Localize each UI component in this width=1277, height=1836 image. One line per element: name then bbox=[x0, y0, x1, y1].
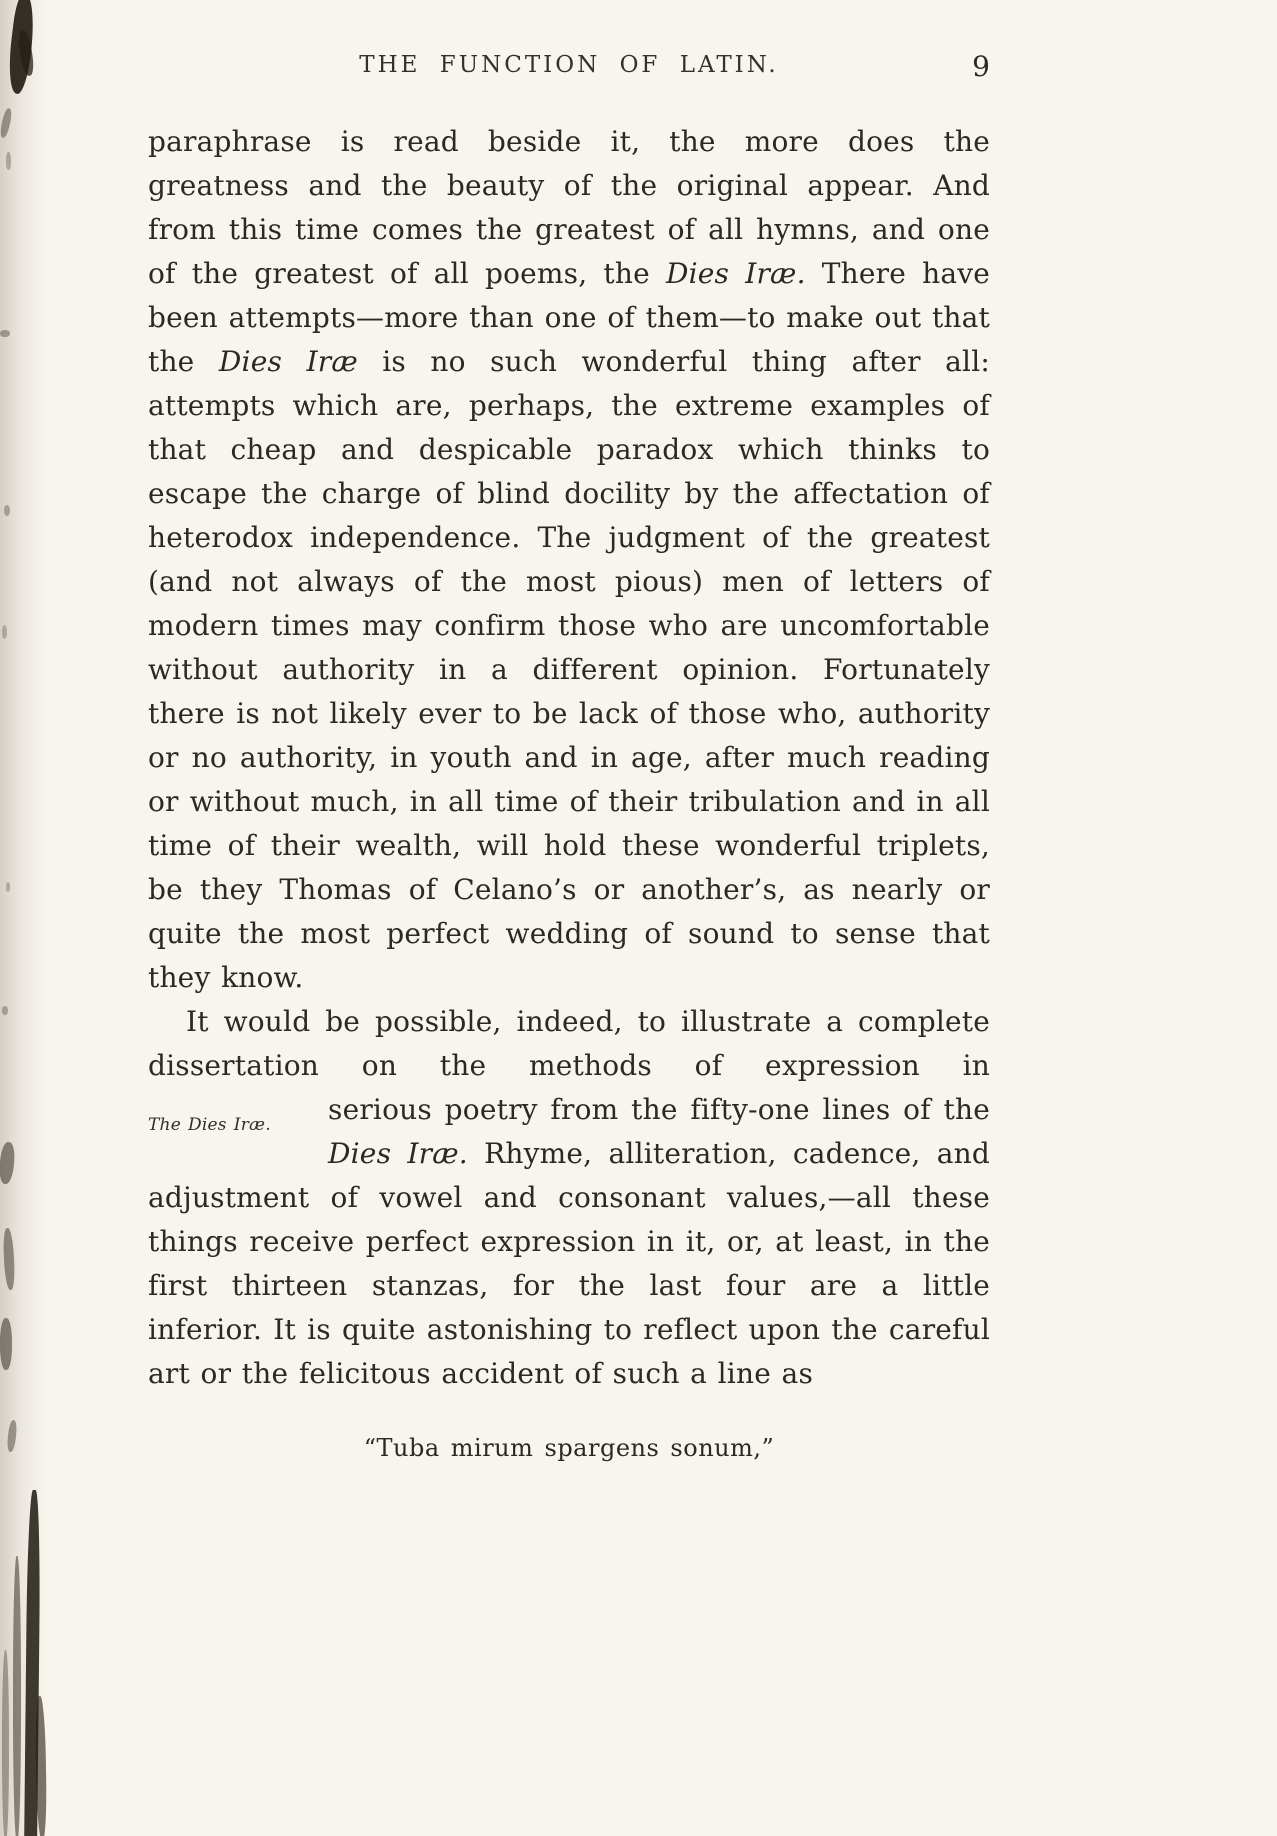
scan-artifact bbox=[6, 152, 11, 170]
scan-artifact bbox=[2, 1650, 9, 1836]
dies-irae-italic: Dies Iræ bbox=[218, 345, 358, 378]
scan-artifact bbox=[4, 505, 10, 516]
scan-artifact bbox=[6, 882, 10, 892]
paragraph-2-continued bbox=[328, 1088, 990, 1176]
scan-artifact bbox=[2, 625, 7, 639]
binding-gutter-shadow bbox=[0, 0, 62, 1836]
scan-artifact bbox=[13, 1556, 21, 1836]
paragraph-1-text: There have been attempts—more than one of them—to make out that the bbox=[148, 257, 990, 378]
paragraph-1-text: paraphrase is read beside it, the more does the greatness and the beauty of the original appear. And from this time comes the greatest of all hymns, and one of the greatest of all poems, the bbox=[148, 125, 990, 290]
dies-irae-italic: Dies Iræ. bbox=[665, 257, 806, 290]
scan-artifact bbox=[0, 1318, 12, 1370]
latin-quote: “Tuba mirum spargens sonum,” bbox=[363, 1434, 775, 1462]
paragraph-2-rest: adjustment of vowel and consonant values,—all these things receive perfect expression in it, or, at least, in the first thirteen stanzas, for the last four are a little inferior. It is quite astonishing to reflect upon the careful art or the felicitous accident of such a line as bbox=[148, 1181, 990, 1390]
page-number: 9 bbox=[972, 50, 990, 83]
paragraph-2-opening: It would be possible, indeed, to illustrate a complete dissertation on the methods of expression in bbox=[148, 1005, 990, 1082]
paragraph-2-text: serious poetry from the fifty-one lines of the bbox=[328, 1093, 990, 1126]
scan-artifact bbox=[2, 1228, 15, 1290]
scan-artifact bbox=[2, 1006, 8, 1015]
scan-artifact bbox=[24, 1490, 41, 1836]
paragraph-1 bbox=[148, 120, 990, 1000]
running-title: THE FUNCTION OF LATIN. bbox=[359, 52, 779, 78]
scan-artifact bbox=[0, 107, 13, 138]
scan-artifact bbox=[5, 0, 38, 95]
paragraph-1-text: is no such wonderful thing after all: attempts which are, perhaps, the extreme examples of that cheap and despicable paradox which thinks to escape the charge of blind docility by the affectation of heterodox independence. The judgment of the greatest (and not always of the most pious) men of letters of modern times may confirm those who are uncomfortable without authority in a different opinion. Fortunately there is not likely ever to be lack of those who, authority or no authority, in youth and in age, after much reading or without much, in all time of their tribulation and in all time of their wealth, will hold these wonderful triplets, be they Thomas of Celano’s or another’s, as nearly or quite the most perfect wedding of sound to sense that they know. bbox=[148, 345, 990, 994]
scan-artifact bbox=[0, 1141, 16, 1184]
scan-artifact bbox=[16, 29, 35, 76]
scan-artifact bbox=[0, 330, 10, 337]
dies-irae-italic: Dies Iræ. bbox=[328, 1137, 468, 1170]
sidenote-row bbox=[148, 1088, 990, 1176]
scan-artifact bbox=[6, 1420, 17, 1453]
page-header bbox=[148, 52, 990, 86]
page-body bbox=[148, 120, 990, 1470]
scan-artifact bbox=[35, 1696, 48, 1836]
margin-note: The Dies Iræ. bbox=[148, 1115, 271, 1135]
paragraph-2-text: Rhyme, alliteration, cadence, and bbox=[467, 1137, 990, 1170]
